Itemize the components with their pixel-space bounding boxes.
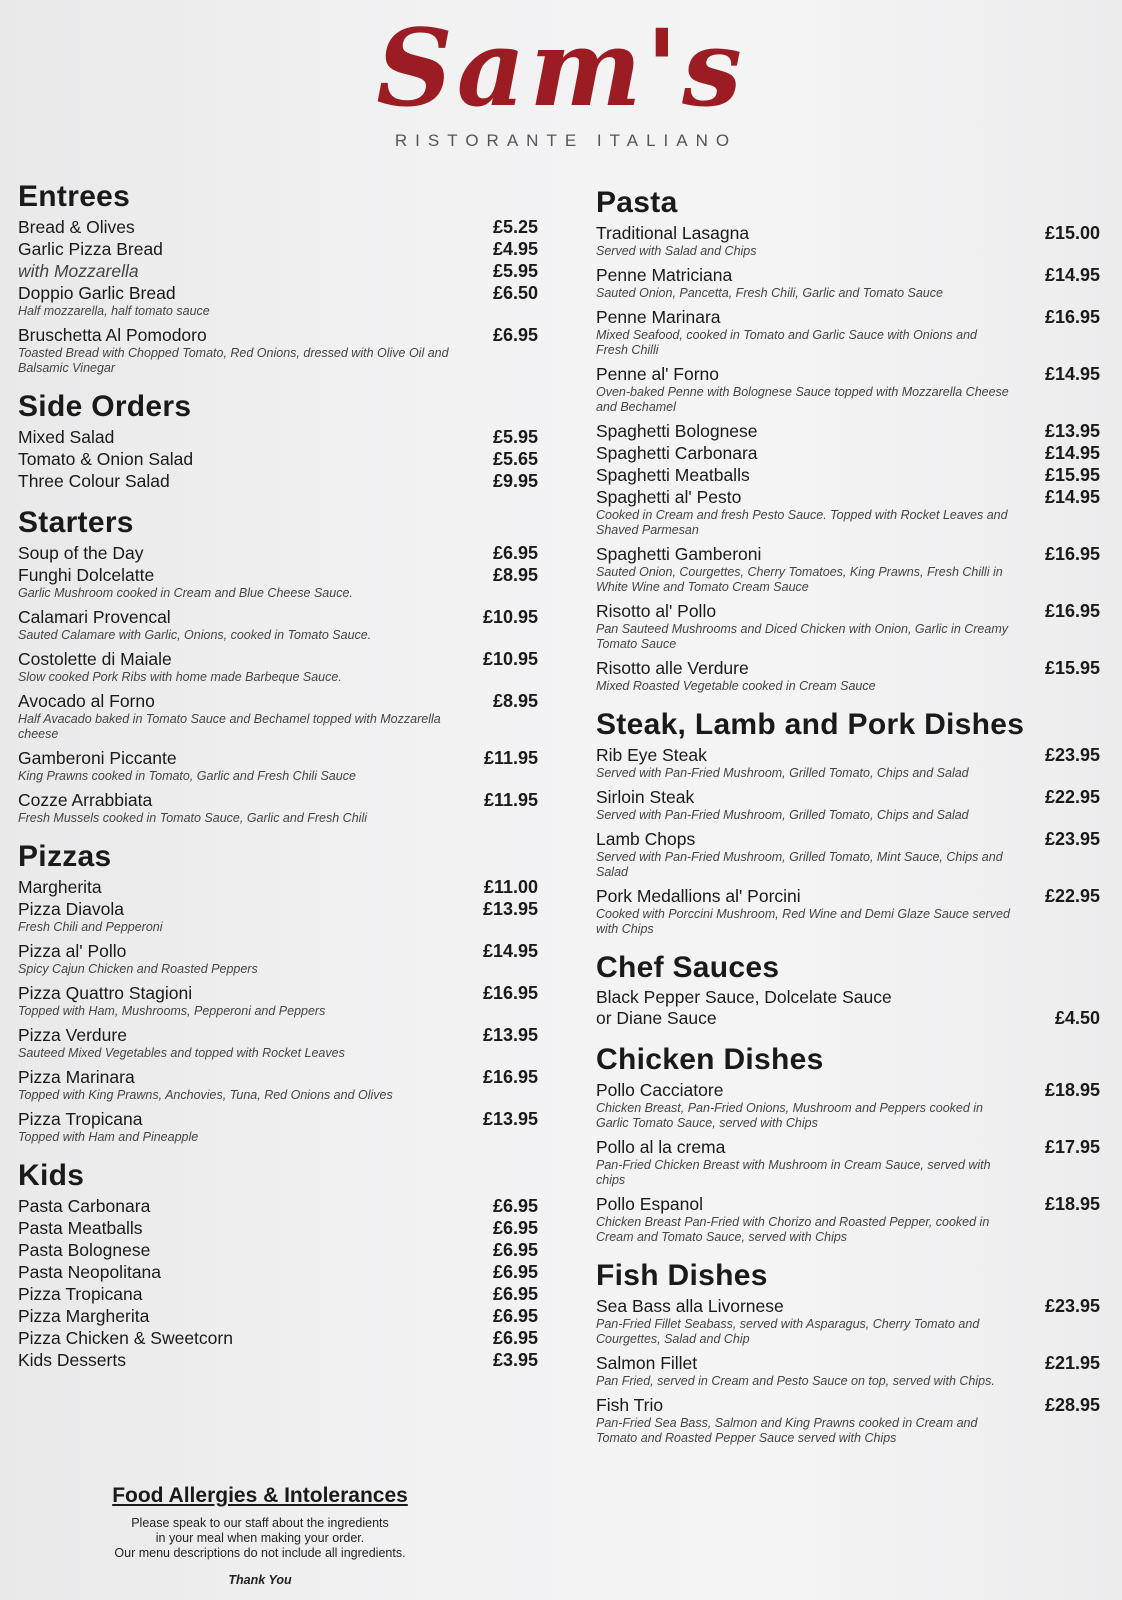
item-name: Spaghetti Meatballs (596, 465, 750, 485)
item-price: £11.95 (483, 748, 538, 768)
item-description: Half mozzarella, half tomato sauce (18, 304, 210, 318)
menu-item (596, 464, 1100, 486)
menu-item (18, 1327, 538, 1349)
menu-item (596, 1352, 1100, 1389)
section-side-orders (18, 390, 538, 492)
menu-item (18, 1066, 538, 1103)
menu-item (18, 898, 538, 935)
allergy-line: in your meal when making your order. (155, 1531, 365, 1545)
item-name: Penne Marinara (596, 307, 721, 327)
menu-item (18, 747, 538, 784)
menu-item (18, 690, 538, 742)
section-title: Fish Dishes (596, 1259, 768, 1292)
item-price: £6.95 (492, 1284, 538, 1304)
menu-item (18, 876, 538, 898)
item-price: £10.95 (482, 649, 538, 669)
item-description: Topped with Ham and Pineapple (18, 1130, 199, 1144)
sauce-line: or Diane Sauce (596, 1008, 717, 1028)
item-price: £16.95 (1044, 307, 1100, 327)
item-price: £5.95 (492, 427, 538, 447)
item-price: £15.95 (1044, 658, 1100, 678)
item-price: £13.95 (482, 899, 538, 919)
item-price: £6.50 (492, 283, 538, 303)
item-price: £23.95 (1044, 829, 1100, 849)
item-price: £5.95 (492, 261, 538, 281)
menu-item (18, 789, 538, 826)
item-name: Cozze Arrabbiata (18, 790, 153, 810)
menu-item (18, 542, 538, 564)
menu-item (18, 216, 538, 238)
item-name: Salmon Fillet (596, 1353, 698, 1373)
item-description: Served with Pan-Fried Mushroom, Grilled Tomato, Chips and Salad (596, 808, 969, 822)
section-pizzas (18, 840, 538, 1145)
item-price: £11.00 (483, 877, 538, 897)
item-description: Pan-Fried Sea Bass, Salmon and King Prawns cooked in Cream and Tomato and Roasted Pepper Sauce served with Chips (596, 1416, 978, 1445)
item-price: £14.95 (1044, 487, 1100, 507)
item-name: Garlic Pizza Bread (18, 239, 163, 259)
menu-item (18, 260, 538, 282)
item-description: Sauted Onion, Courgettes, Cherry Tomatoes, King Prawns, Fresh Chilli in White Wine and Tomato Cream Sauce (596, 565, 1003, 594)
item-description: Pan Fried, served in Cream and Pesto Sauce on top, served with Chips. (596, 1374, 995, 1388)
section-chef-sauces (596, 951, 1100, 1029)
item-name: Risotto al' Pollo (596, 601, 717, 621)
item-price: £23.95 (1044, 1296, 1100, 1316)
menu-item (18, 1195, 538, 1217)
menu-item (596, 543, 1100, 595)
allergy-title: Food Allergies & Intolerances (112, 1484, 408, 1507)
section-steak (596, 708, 1100, 937)
item-name: Spaghetti al' Pesto (596, 487, 742, 507)
item-description: Pan-Fried Fillet Seabass, served with Asparagus, Cherry Tomato and Courgettes, Salad and Chip (596, 1317, 980, 1346)
item-price: £16.95 (482, 1067, 538, 1087)
section-title: Steak, Lamb and Pork Dishes (596, 708, 1025, 741)
item-price: £14.95 (1044, 265, 1100, 285)
item-price: £6.95 (492, 1196, 538, 1216)
menu-item (18, 1024, 538, 1061)
menu-item (596, 1136, 1100, 1188)
item-price: £18.95 (1044, 1194, 1100, 1214)
menu-item (18, 1283, 538, 1305)
item-name: Sea Bass alla Livornese (596, 1296, 784, 1316)
item-price: £4.95 (492, 239, 538, 259)
item-description: Cooked with Porccini Mushroom, Red Wine and Demi Glaze Sauce served with Chips (596, 907, 1010, 936)
menu-item (596, 1295, 1100, 1347)
item-name: Penne Matriciana (596, 265, 733, 285)
section-chicken (596, 1043, 1100, 1245)
item-price: £10.95 (482, 607, 538, 627)
item-name: Doppio Garlic Bread (18, 283, 176, 303)
item-price: £14.95 (1044, 443, 1100, 463)
item-price: £14.95 (482, 941, 538, 961)
item-name: Calamari Provencal (18, 607, 171, 627)
item-name: Tomato & Onion Salad (18, 449, 194, 469)
item-name: Avocado al Forno (18, 691, 155, 711)
item-name: Pork Medallions al' Porcini (596, 886, 801, 906)
item-name: Pizza Tropicana (18, 1109, 143, 1129)
item-price: £21.95 (1044, 1353, 1100, 1373)
menu-item (18, 940, 538, 977)
item-name: Spaghetti Bolognese (596, 421, 758, 441)
menu-item (18, 982, 538, 1019)
menu-item (596, 306, 1100, 358)
section-kids (18, 1159, 538, 1371)
menu-item (596, 657, 1100, 694)
item-name: Soup of the Day (18, 543, 144, 563)
item-name: Pasta Meatballs (18, 1218, 143, 1238)
section-fish (596, 1259, 1100, 1446)
section-title: Starters (18, 506, 134, 539)
menu-item (596, 786, 1100, 823)
item-price: £11.95 (483, 790, 538, 810)
item-description: Served with Salad and Chips (596, 244, 757, 258)
item-price: £16.95 (1044, 544, 1100, 564)
item-description: Half Avacado baked in Tomato Sauce and Bechamel topped with Mozzarella cheese (18, 712, 441, 741)
item-price: £6.95 (492, 1262, 538, 1282)
item-name: Pizza al' Pollo (18, 941, 127, 961)
item-description: Oven-baked Penne with Bolognese Sauce topped with Mozzarella Cheese and Bechamel (596, 385, 1009, 414)
item-name: Three Colour Salad (18, 471, 170, 491)
item-price: £14.95 (1044, 364, 1100, 384)
menu-item (596, 885, 1100, 937)
item-name: Pollo Cacciatore (596, 1080, 724, 1100)
item-name: Pizza Tropicana (18, 1284, 143, 1304)
item-name: Lamb Chops (596, 829, 696, 849)
item-description: King Prawns cooked in Tomato, Garlic and Fresh Chili Sauce (18, 769, 356, 783)
item-name: Penne al' Forno (596, 364, 720, 384)
item-price: £8.95 (492, 565, 538, 585)
item-description: Served with Pan-Fried Mushroom, Grilled Tomato, Mint Sauce, Chips and Salad (596, 850, 1003, 879)
section-title: Side Orders (18, 390, 192, 423)
item-price: £16.95 (1044, 601, 1100, 621)
restaurant-logo: Sam's (376, 5, 746, 130)
menu-item (596, 363, 1100, 415)
item-price: £5.25 (492, 217, 538, 237)
item-description: Spicy Cajun Chicken and Roasted Peppers (18, 962, 258, 976)
item-description: Chicken Breast Pan-Fried with Chorizo and Roasted Pepper, cooked in Cream and Tomato Sauce, served with Chips (596, 1215, 990, 1244)
item-name: Pizza Marinara (18, 1067, 135, 1087)
menu-item (18, 1261, 538, 1283)
item-name: Spaghetti Gamberoni (596, 544, 762, 564)
item-name: Pizza Diavola (18, 899, 125, 919)
section-title: Pasta (596, 186, 678, 219)
item-description: Toasted Bread with Chopped Tomato, Red Onions, dressed with Olive Oil and Balsamic Vinegar (18, 346, 449, 375)
section-title: Entrees (18, 180, 131, 213)
item-price: £3.95 (492, 1350, 538, 1370)
menu-item (18, 470, 538, 492)
item-name: Bruschetta Al Pomodoro (18, 325, 207, 345)
section-title: Chef Sauces (596, 951, 780, 984)
item-description: Sauteed Mixed Vegetables and topped with Rocket Leaves (18, 1046, 345, 1060)
item-name: Kids Desserts (18, 1350, 126, 1370)
item-name: Sirloin Steak (596, 787, 695, 807)
item-description: Sauted Calamare with Garlic, Onions, cooked in Tomato Sauce. (18, 628, 372, 642)
item-name: Bread & Olives (18, 217, 135, 237)
item-description: Served with Pan-Fried Mushroom, Grilled Tomato, Chips and Salad (596, 766, 969, 780)
menu-item (596, 600, 1100, 652)
item-price: £9.95 (492, 471, 538, 491)
item-name: Gamberoni Piccante (18, 748, 177, 768)
section-entrees (18, 180, 538, 376)
menu-item (596, 486, 1100, 538)
item-price: £6.95 (492, 1240, 538, 1260)
item-description: Topped with King Prawns, Anchovies, Tuna, Red Onions and Olives (18, 1088, 393, 1102)
menu-item (596, 1394, 1100, 1446)
menu-item (596, 1193, 1100, 1245)
item-price: £13.95 (1044, 421, 1100, 441)
item-description: Topped with Ham, Mushrooms, Pepperoni and Peppers (18, 1004, 326, 1018)
item-price: £6.95 (492, 543, 538, 563)
item-price: £15.95 (1044, 465, 1100, 485)
item-name: Margherita (18, 877, 102, 897)
item-name: Pollo al la crema (596, 1137, 726, 1157)
section-pasta (596, 186, 1100, 694)
item-price: £22.95 (1044, 886, 1100, 906)
item-price: £8.95 (492, 691, 538, 711)
section-title: Chicken Dishes (596, 1043, 824, 1076)
menu-item (596, 1079, 1100, 1131)
item-name: Traditional Lasagna (596, 223, 750, 243)
restaurant-subtitle: RISTORANTE ITALIANO (394, 131, 738, 150)
item-name: Fish Trio (596, 1395, 664, 1415)
allergy-line: Our menu descriptions do not include all ingredients. (114, 1546, 406, 1560)
allergy-line: Please speak to our staff about the ingredients (131, 1516, 389, 1530)
menu-item (596, 420, 1100, 442)
item-price: £6.95 (492, 1328, 538, 1348)
item-description: Cooked in Cream and fresh Pesto Sauce. Topped with Rocket Leaves and Shaved Parmesan (596, 508, 1008, 537)
item-price: £15.00 (1044, 223, 1100, 243)
item-description: Mixed Roasted Vegetable cooked in Cream Sauce (596, 679, 876, 693)
item-name: Pizza Chicken & Sweetcorn (18, 1328, 233, 1348)
item-price: £13.95 (482, 1025, 538, 1045)
allergy-notice (80, 1484, 440, 1587)
left-column (18, 180, 538, 1385)
item-price: £6.95 (492, 1218, 538, 1238)
menu-item (18, 648, 538, 685)
menu-item (18, 1108, 538, 1145)
item-description: Pan-Fried Chicken Breast with Mushroom in Cream Sauce, served with chips (596, 1158, 991, 1187)
item-description: Fresh Mussels cooked in Tomato Sauce, Garlic and Fresh Chili (18, 811, 367, 825)
menu-item (18, 426, 538, 448)
menu-item (596, 744, 1100, 781)
menu-item (18, 606, 538, 643)
menu-item (18, 448, 538, 470)
menu-item (18, 564, 538, 601)
menu-item (596, 222, 1100, 259)
item-description: Garlic Mushroom cooked in Cream and Blue Cheese Sauce. (18, 586, 353, 600)
menu-header (0, 5, 1122, 151)
menu-item (18, 324, 538, 376)
menu-item (18, 1217, 538, 1239)
menu-item (596, 264, 1100, 301)
thank-you: Thank You (228, 1573, 292, 1587)
menu-item (596, 987, 1100, 1029)
item-name: with Mozzarella (18, 261, 139, 281)
menu-item (18, 1305, 538, 1327)
item-name: Rib Eye Steak (596, 745, 707, 765)
item-name: Pasta Neopolitana (18, 1262, 162, 1282)
section-title: Kids (18, 1159, 85, 1192)
item-price: £22.95 (1044, 787, 1100, 807)
item-name: Pizza Margherita (18, 1306, 150, 1326)
item-name: Mixed Salad (18, 427, 115, 447)
item-price: £16.95 (482, 983, 538, 1003)
item-name: Pizza Quattro Stagioni (18, 983, 193, 1003)
item-price: £13.95 (482, 1109, 538, 1129)
item-price: £17.95 (1044, 1137, 1100, 1157)
menu-item (596, 828, 1100, 880)
item-name: Pollo Espanol (596, 1194, 704, 1214)
item-name: Pizza Verdure (18, 1025, 127, 1045)
menu-item (18, 1349, 538, 1371)
item-description: Fresh Chili and Pepperoni (18, 920, 163, 934)
item-price: £6.95 (492, 325, 538, 345)
item-description: Chicken Breast, Pan-Fried Onions, Mushroom and Peppers cooked in Garlic Tomato Sauce, served with Chips (596, 1101, 983, 1130)
item-price: £18.95 (1044, 1080, 1100, 1100)
item-name: Pasta Carbonara (18, 1196, 151, 1216)
item-name: Pasta Bolognese (18, 1240, 151, 1260)
item-name: Risotto alle Verdure (596, 658, 749, 678)
section-starters (18, 506, 538, 826)
menu-item (18, 1239, 538, 1261)
item-price: £23.95 (1044, 745, 1100, 765)
item-name: Costolette di Maiale (18, 649, 172, 669)
menu-item (18, 282, 538, 319)
item-name: Spaghetti Carbonara (596, 443, 758, 463)
item-description: Slow cooked Pork Ribs with home made Barbeque Sauce. (18, 670, 342, 684)
item-price: £28.95 (1044, 1395, 1100, 1415)
menu-item (18, 238, 538, 260)
right-column (596, 186, 1100, 1460)
sauce-line: Black Pepper Sauce, Dolcelate Sauce (596, 987, 892, 1007)
item-price: £5.65 (492, 449, 538, 469)
item-description: Mixed Seafood, cooked in Tomato and Garlic Sauce with Onions and Fresh Chilli (596, 328, 978, 357)
item-price: £4.50 (1054, 1008, 1100, 1028)
item-price: £6.95 (492, 1306, 538, 1326)
section-title: Pizzas (18, 840, 112, 873)
item-description: Sauted Onion, Pancetta, Fresh Chili, Garlic and Tomato Sauce (596, 286, 943, 300)
menu-item (596, 442, 1100, 464)
item-name: Funghi Dolcelatte (18, 565, 155, 585)
item-description: Pan Sauteed Mushrooms and Diced Chicken with Onion, Garlic in Creamy Tomato Sauce (596, 622, 1008, 651)
